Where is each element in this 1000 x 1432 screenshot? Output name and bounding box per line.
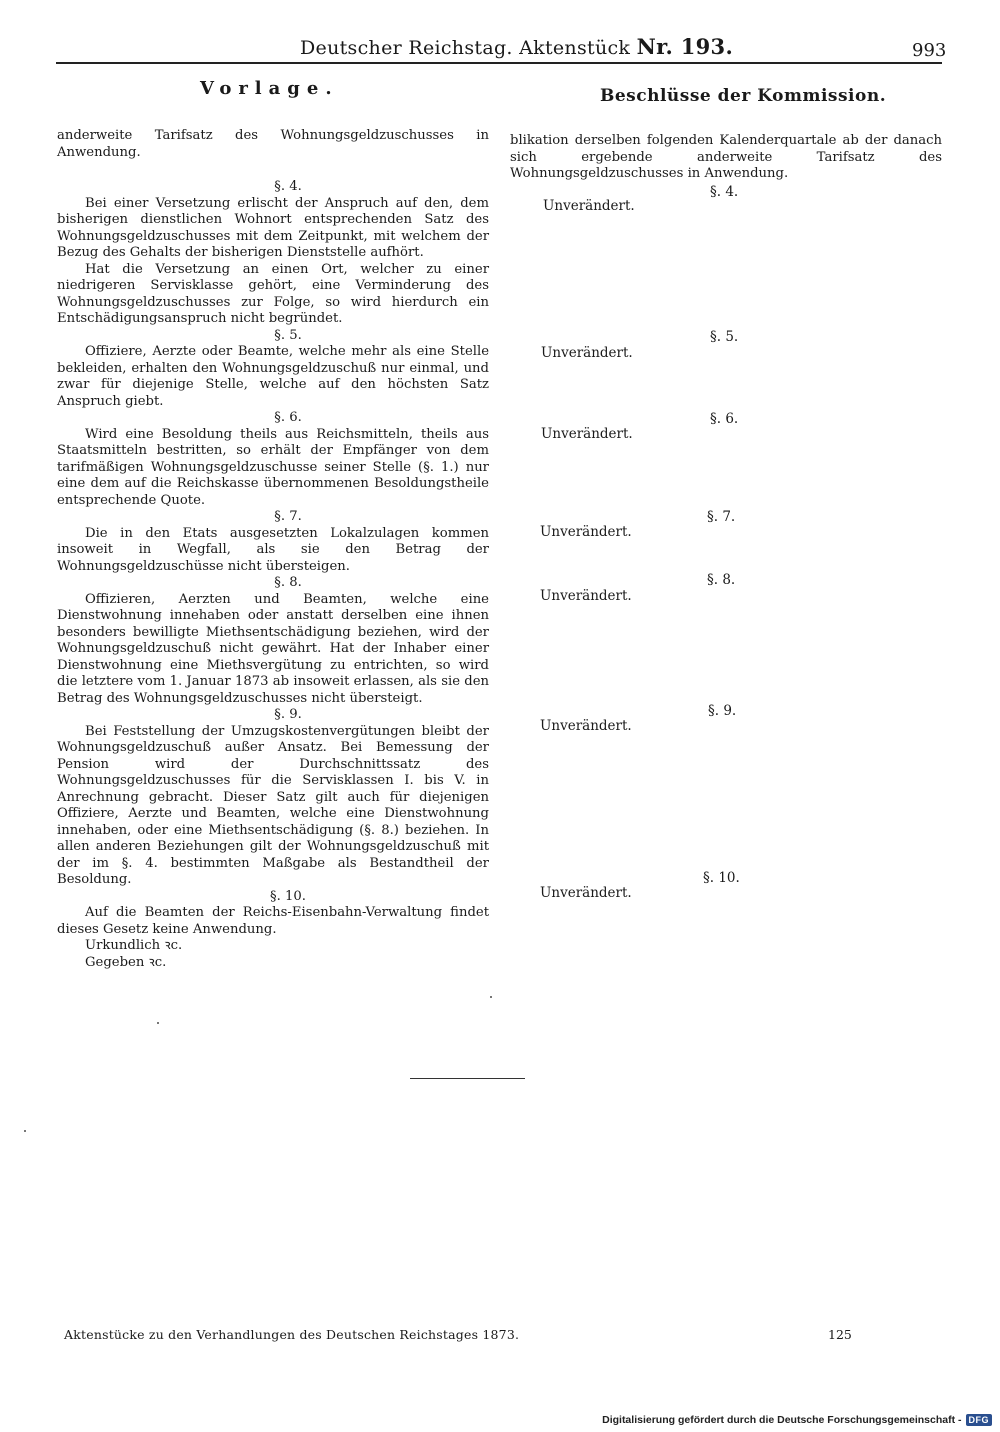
scan-speck <box>490 996 492 998</box>
digitization-credit <box>602 1414 992 1426</box>
unchanged-label-9: Unverändert. <box>540 718 632 734</box>
digitization-credit-text: Digitalisierung gefördert durch die Deutsche Forschungsgemeinschaft - <box>602 1414 962 1426</box>
page-number: 993 <box>912 40 947 61</box>
footer-collection-title: Aktenstücke zu den Verhandlungen des Deutschen Reichstages 1873. <box>64 1327 520 1342</box>
urkundlich-line: Urkundlich ꝛc. <box>85 938 183 953</box>
right-section-heading-10: §. 10. <box>703 870 740 886</box>
end-rule <box>410 1078 525 1079</box>
header-title: Deutscher Reichstag. Aktenstück <box>300 37 631 59</box>
section-heading-6: §. 6. <box>274 410 302 425</box>
right-section-heading-5: §. 5. <box>710 329 739 345</box>
right-section-heading-6: §. 6. <box>710 411 739 427</box>
paragraph-9: Bei Feststellung der Umzugskostenvergütungen bleibt der Wohnungsgeldzuschuß außer Ansatz. Bei Bemessung der Pension wird der Durchschnittssatz des Wohnungsgeldzuschusses für die Servisklassen I. bis V. in Anrechnung gebracht. Dieser Satz gilt auch für diejenigen Offiziere, Aerzte und Beamten, welche eine Dienstwohnung innehaben, oder eine Miethsentschädigung (§. 8.) beziehen. In allen anderen Beziehungen gilt der Wohnungsgeldzuschuß mit der im §. 4. bestimmten Maßgabe als Bestandtheil der Besoldung. <box>57 723 489 887</box>
right-section-heading-8: §. 8. <box>707 572 736 588</box>
right-column-title: Beschlüsse der Kommission. <box>600 86 887 106</box>
running-header <box>300 34 733 59</box>
left-column-title: Vorlage. <box>200 78 339 99</box>
paragraph-10: Auf die Beamten der Reichs-Eisenbahn-Verwaltung findet dieses Gesetz keine Anwendung. <box>57 905 489 937</box>
unchanged-label-8: Unverändert. <box>540 588 632 604</box>
gegeben-line: Gegeben ꝛc. <box>85 954 167 970</box>
scan-speck <box>157 1022 159 1024</box>
header-divider <box>56 62 942 64</box>
document-number: Nr. 193. <box>636 34 734 59</box>
scan-speck <box>24 1130 26 1132</box>
section-heading-5: §. 5. <box>274 327 302 343</box>
right-section-heading-7: §. 7. <box>707 509 736 525</box>
right-section-heading-4: §. 4. <box>710 184 739 200</box>
unchanged-label-4: Unverändert. <box>543 198 635 214</box>
section-heading-10: §. 10. <box>270 888 306 904</box>
paragraph-7: Die in den Etats ausgesetzten Lokalzulagen kommen insoweit in Wegfall, als sie den Betrag der Wohnungsgeldzuschüsse nicht übersteigen. <box>57 525 489 574</box>
section-heading-4: §. 4. <box>274 179 302 194</box>
right-continuation-paragraph: blikation derselben folgenden Kalenderquartale ab der danach sich ergebende anderweite Tarifsatz des Wohnungsgeldzuschusses in Anwendung. <box>510 133 942 181</box>
continuation-paragraph: anderweite Tarifsatz des Wohnungsgeldzuschusses in Anwendung. <box>57 128 489 160</box>
paragraph-5: Offiziere, Aerzte oder Beamte, welche mehr als eine Stelle bekleiden, erhalten den Wohnungsgeldzuschuß nur einmal, und zwar für diejenige Stelle, welche auf den höchsten Satz Anspruch giebt. <box>57 344 489 409</box>
unchanged-label-7: Unverändert. <box>540 524 632 540</box>
dfg-logo: DFG <box>966 1414 993 1426</box>
section-heading-9: §. 9. <box>274 707 302 722</box>
section-heading-7: §. 7. <box>274 509 302 524</box>
unchanged-label-10: Unverändert. <box>540 885 632 901</box>
paragraph-4b: Hat die Versetzung an einen Ort, welcher zu einer niedrigeren Servisklasse gehört, eine Verminderung des Wohnungsgeldzuschusses zur Folge, so wird hierdurch ein Entschädigungsanspruch nicht begründet. <box>57 261 489 326</box>
paragraph-8: Offizieren, Aerzten und Beamten, welche eine Dienstwohnung innehaben oder anstatt derselben eine ihnen besonders bewilligte Miethsentschädigung beziehen, wird der Wohnungsgeldzuschuß nicht gewährt. Hat der Inhaber einer Dienstwohnung eine Miethsvergütung zu entrichten, so wird die letztere vom 1. Januar 1873 ab insoweit erlassen, als sie den Betrag des Wohnungsgeldzuschusses nicht übersteigt. <box>57 591 489 706</box>
unchanged-label-5: Unverändert. <box>541 345 633 361</box>
section-heading-8: §. 8. <box>274 575 302 590</box>
right-section-heading-9: §. 9. <box>708 703 737 719</box>
vorlage-column <box>57 128 489 971</box>
paragraph-4a: Bei einer Versetzung erlischt der Anspruch auf den, dem bisherigen dienstlichen Wohnort entsprechenden Satz des Wohnungsgeldzuschusses mit dem Zeitpunkt, mit welchem der Bezug des Gehalts der bisherigen Dienststelle aufhört. <box>57 195 489 260</box>
unchanged-label-6: Unverändert. <box>541 426 633 442</box>
paragraph-6: Wird eine Besoldung theils aus Reichsmitteln, theils aus Staatsmitteln bestritten, so erhält der Empfänger von dem tarifmäßigen Wohnungsgeldzuschusse seiner Stelle (§. 1.) nur eine dem auf die Reichskasse übernommenen Besoldungstheile entsprechende Quote. <box>57 426 489 508</box>
footer-sheet-number: 125 <box>828 1327 852 1342</box>
